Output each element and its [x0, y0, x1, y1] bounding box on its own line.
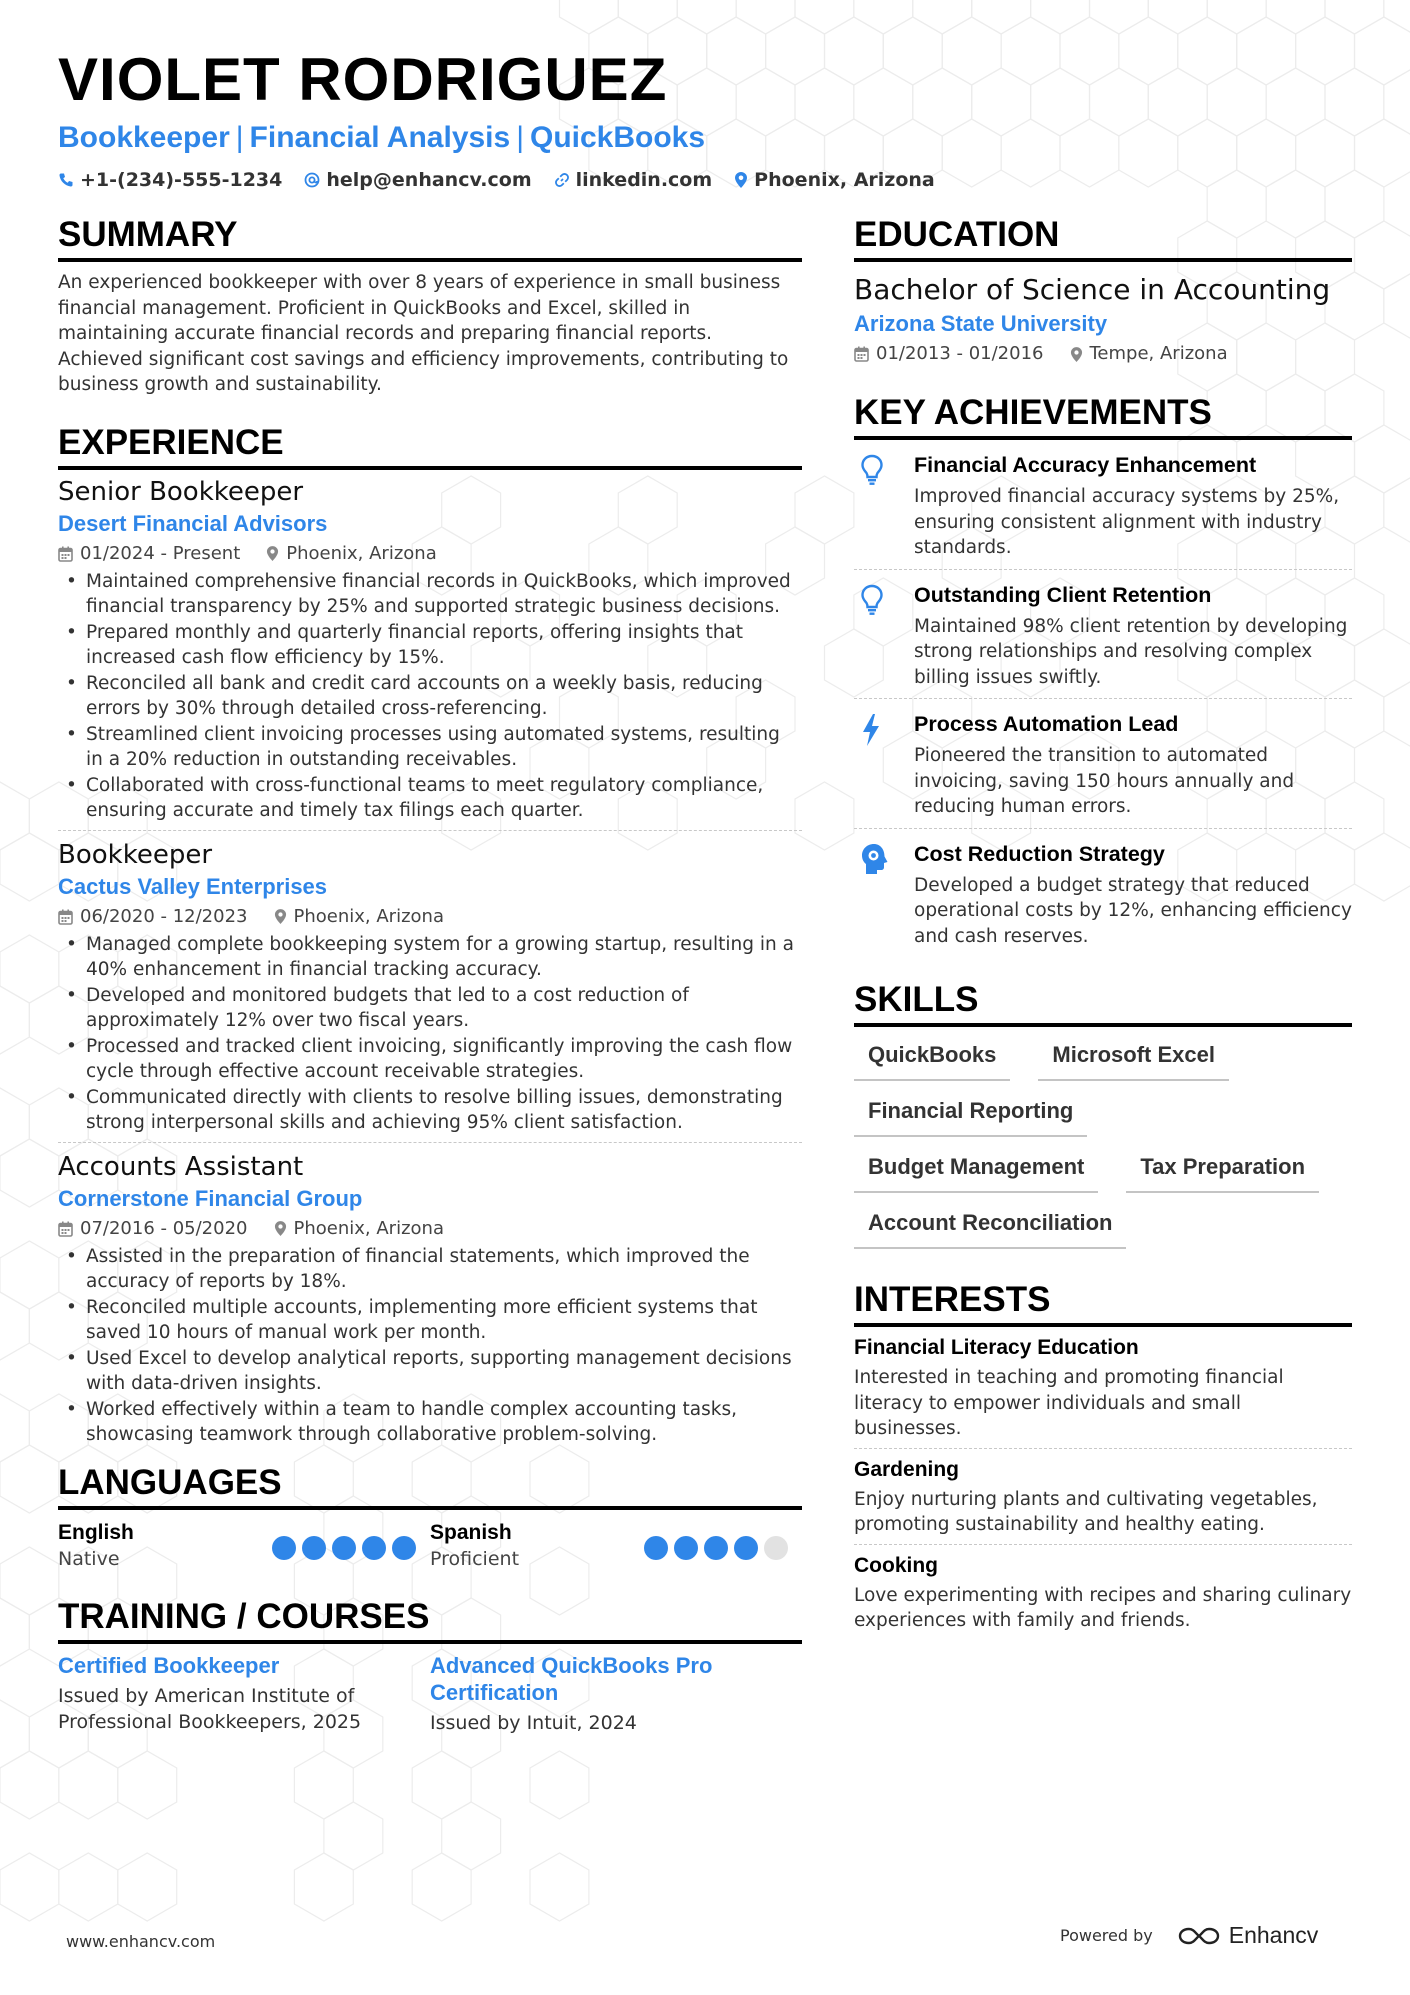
languages-section — [58, 1462, 802, 1572]
job-entry — [58, 1151, 802, 1454]
enhancv-logo-icon — [1177, 1925, 1221, 1947]
contact-link[interactable] — [554, 168, 713, 192]
bullet-item: • Developed and monitored budgets that led to a cost reduction of approximately 12% over two fiscal years. — [58, 983, 802, 1034]
contact-bar — [58, 168, 1358, 192]
right-column — [854, 214, 1352, 1640]
interest-item — [854, 1449, 1352, 1545]
lightning-bolt-icon — [860, 713, 882, 747]
at-icon — [304, 172, 320, 188]
job-meta — [58, 542, 802, 566]
section-heading: LANGUAGES — [58, 1462, 802, 1510]
rating-dot-filled — [272, 1536, 296, 1560]
interest-description: Love experimenting with recipes and sharing culinary experiences with family and friends. — [854, 1584, 1352, 1631]
bullet-item: • Prepared monthly and quarterly financial reports, offering insights that increased cash flow efficiency by 15%. — [58, 620, 802, 671]
course-title: Certified Bookkeeper — [58, 1652, 280, 1678]
location-text: Tempe, Arizona — [1089, 343, 1228, 364]
resume-header — [58, 44, 1358, 192]
rating-dot-filled — [674, 1536, 698, 1560]
section-heading: SKILLS — [854, 979, 1352, 1027]
rating-dot-filled — [734, 1536, 758, 1560]
interest-description: Interested in teaching and promoting financial literacy to empower individuals and small businesses. — [854, 1367, 1284, 1439]
headline-separator: | — [235, 121, 244, 154]
rating-dot-filled — [332, 1536, 356, 1560]
skills-section — [854, 979, 1352, 1249]
interest-title: Cooking — [854, 1553, 938, 1577]
job-bullets — [58, 932, 802, 1136]
education-meta — [854, 342, 1352, 366]
skill-tag: QuickBooks — [854, 1037, 1010, 1081]
head-gear-icon — [860, 843, 890, 875]
interest-title: Gardening — [854, 1457, 960, 1481]
job-bullets — [58, 1244, 802, 1448]
bullet-item: • Maintained comprehensive financial records in QuickBooks, which improved financial transparency by 25% and supported strategic business decisions. — [58, 569, 802, 620]
company-name: Cactus Valley Enterprises — [58, 873, 328, 899]
dates-text: 06/2020 - 12/2023 — [80, 905, 248, 927]
achievements-section — [854, 392, 1352, 957]
company-name: Cornerstone Financial Group — [58, 1185, 363, 1211]
job-entry — [58, 839, 802, 1143]
contact-phone[interactable] — [58, 168, 282, 192]
job-bullets — [58, 569, 802, 824]
calendar-icon — [854, 346, 869, 362]
left-column — [58, 214, 802, 1736]
brand-name: Enhancv — [1228, 1922, 1319, 1948]
company-name: Desert Financial Advisors — [58, 510, 328, 536]
bullet-item: • Used Excel to develop analytical reports, supporting management decisions with data-driven insights. — [58, 1346, 802, 1397]
rating-dot-filled — [362, 1536, 386, 1560]
job-meta — [58, 905, 802, 929]
job-title: Bookkeeper — [58, 839, 213, 870]
skill-tag: Microsoft Excel — [1038, 1037, 1229, 1081]
achievement-description: Improved financial accuracy systems by 25%, ensuring consistent alignment with industry standards. — [914, 486, 1340, 558]
school-name: Arizona State University — [854, 311, 1108, 336]
job-dates — [58, 905, 248, 929]
language-list — [58, 1520, 802, 1572]
job-entry — [58, 476, 802, 831]
course-item — [58, 1652, 430, 1736]
dates-text: 07/2016 - 05/2020 — [80, 1217, 248, 1239]
email-text: help@enhancv.com — [326, 169, 532, 191]
headline-separator: | — [516, 121, 524, 154]
course-list — [58, 1652, 802, 1736]
degree-title: Bachelor of Science in Accounting — [854, 273, 1331, 306]
course-description: Issued by American Institute of Professional Bookkeepers, 2025 — [58, 1684, 362, 1733]
section-heading: EXPERIENCE — [58, 422, 802, 470]
language-level: Native — [58, 1547, 120, 1570]
contact-location — [734, 168, 935, 192]
job-location — [274, 1217, 444, 1241]
achievement-title: Process Automation Lead — [914, 712, 1179, 736]
location-text: Phoenix, Arizona — [754, 169, 935, 191]
bullet-item: • Communicated directly with clients to resolve billing issues, demonstrating strong interpersonal skills and achieving 95% client satisfaction. — [58, 1085, 802, 1136]
summary-text: An experienced bookkeeper with over 8 years of experience in small business financial management. Proficient in QuickBooks and Excel, skilled in maintaining accurate financial records and preparing financial reports. Achieved significant cost savings and efficiency improvements, contributing to business growth and sustainability. — [58, 272, 789, 395]
course-item — [430, 1652, 802, 1736]
skill-tag: Financial Reporting — [854, 1093, 1087, 1137]
location-text: Phoenix, Arizona — [286, 542, 437, 564]
education-location — [1070, 342, 1228, 366]
lightbulb-icon — [860, 584, 884, 616]
job-title: Accounts Assistant — [58, 1151, 304, 1182]
achievement-item — [854, 829, 1352, 958]
dates-text: 01/2013 - 01/2016 — [876, 343, 1044, 364]
brand-logo[interactable] — [1177, 1922, 1319, 1949]
summary-section — [58, 214, 802, 398]
calendar-icon — [58, 909, 73, 925]
achievement-description: Maintained 98% client retention by developing strong relationships and resolving complex billing issues swiftly. — [914, 615, 1348, 688]
footer-branding — [1060, 1922, 1318, 1949]
language-item — [430, 1520, 802, 1572]
job-dates — [58, 1217, 248, 1241]
achievement-item — [854, 440, 1352, 570]
job-location — [274, 905, 444, 929]
training-section — [58, 1596, 802, 1736]
job-title: Senior Bookkeeper — [58, 476, 304, 507]
achievement-description: Pioneered the transition to automated invoicing, saving 150 hours annually and reducing human errors. — [914, 745, 1295, 817]
interest-description: Enjoy nurturing plants and cultivating vegetables, promoting sustainability and healthy eating. — [854, 1488, 1318, 1535]
headline — [58, 120, 1358, 156]
map-pin-icon — [1070, 346, 1083, 363]
rating-dot-filled — [704, 1536, 728, 1560]
language-level: Proficient — [430, 1547, 520, 1570]
bullet-item: • Reconciled multiple accounts, implementing more efficient systems that saved 10 hours of manual work per month. — [58, 1295, 802, 1346]
section-heading: SUMMARY — [58, 214, 802, 262]
course-description: Issued by Intuit, 2024 — [430, 1711, 637, 1734]
rating-dot-empty — [764, 1536, 788, 1560]
map-pin-icon — [274, 1220, 287, 1237]
language-rating — [644, 1536, 788, 1560]
section-heading: KEY ACHIEVEMENTS — [854, 392, 1352, 440]
link-text: linkedin.com — [575, 169, 713, 191]
bullet-item: • Collaborated with cross-functional teams to meet regulatory compliance, ensuring accurate and timely tax filings each quarter. — [58, 773, 802, 824]
bullet-item: • Worked effectively within a team to handle complex accounting tasks, showcasing teamwork through collaborative problem-solving. — [58, 1397, 802, 1448]
job-dates — [58, 542, 240, 566]
skill-tag: Tax Preparation — [1126, 1149, 1319, 1193]
language-rating — [272, 1536, 416, 1560]
headline-part: Bookkeeper — [58, 121, 230, 154]
bullet-item: • Processed and tracked client invoicing, significantly improving the cash flow cycle through effective account receivable strategies. — [58, 1034, 802, 1085]
section-heading: EDUCATION — [854, 214, 1352, 262]
achievement-description: Developed a budget strategy that reduced operational costs by 12%, enhancing efficiency and cash reserves. — [914, 874, 1352, 947]
interest-item — [854, 1545, 1352, 1640]
rating-dot-filled — [644, 1536, 668, 1560]
calendar-icon — [58, 546, 73, 562]
achievement-title: Cost Reduction Strategy — [914, 841, 1165, 866]
bullet-item: • Streamlined client invoicing processes using automated systems, resulting in a 20% reduction in outstanding receivables. — [58, 722, 802, 773]
lightbulb-icon — [860, 454, 884, 486]
interest-title: Financial Literacy Education — [854, 1336, 1139, 1359]
section-heading: TRAINING / COURSES — [58, 1596, 802, 1644]
powered-by-text: Powered by — [1060, 1926, 1153, 1945]
map-pin-icon — [266, 545, 279, 562]
interests-section — [854, 1279, 1352, 1640]
headline-part: QuickBooks — [530, 121, 706, 154]
language-item — [58, 1520, 430, 1572]
skill-tag: Account Reconciliation — [854, 1205, 1126, 1249]
course-title: Advanced QuickBooks Pro Certification — [430, 1652, 713, 1705]
bullet-item: • Reconciled all bank and credit card accounts on a weekly basis, reducing errors by 30% through detailed cross-referencing. — [58, 671, 802, 722]
contact-email[interactable] — [304, 168, 531, 192]
rating-dot-filled — [302, 1536, 326, 1560]
rating-dot-filled — [392, 1536, 416, 1560]
location-text: Phoenix, Arizona — [293, 1217, 444, 1239]
achievement-item — [854, 570, 1352, 700]
language-name: Spanish — [430, 1520, 512, 1544]
map-pin-icon — [274, 908, 287, 925]
achievement-item — [854, 699, 1352, 829]
language-name: English — [58, 1520, 134, 1544]
section-heading: INTERESTS — [854, 1279, 1352, 1327]
phone-text: +1-(234)-555-1234 — [80, 169, 283, 191]
interest-item — [854, 1327, 1352, 1449]
dates-text: 01/2024 - Present — [80, 542, 241, 564]
experience-section — [58, 422, 802, 1454]
bullet-item: • Assisted in the preparation of financial statements, which improved the accuracy of reports by 18%. — [58, 1244, 802, 1295]
headline-part: Financial Analysis — [249, 121, 511, 154]
job-meta — [58, 1217, 802, 1241]
skill-tag: Budget Management — [854, 1149, 1098, 1193]
phone-icon — [58, 172, 74, 188]
achievement-title: Outstanding Client Retention — [914, 582, 1212, 607]
education-dates — [854, 342, 1044, 366]
education-section — [854, 214, 1352, 366]
location-text: Phoenix, Arizona — [293, 905, 444, 927]
map-pin-icon — [734, 171, 748, 189]
achievement-title: Financial Accuracy Enhancement — [914, 453, 1257, 477]
link-icon — [554, 172, 570, 188]
bullet-item: • Managed complete bookkeeping system for a growing startup, resulting in a 40% enhancement in financial tracking accuracy. — [58, 932, 802, 983]
calendar-icon — [58, 1221, 73, 1237]
skill-list — [854, 1037, 1352, 1249]
candidate-name: VIOLET RODRIGUEZ — [58, 46, 668, 113]
job-location — [266, 542, 436, 566]
footer-website[interactable]: www.enhancv.com — [66, 1932, 216, 1951]
